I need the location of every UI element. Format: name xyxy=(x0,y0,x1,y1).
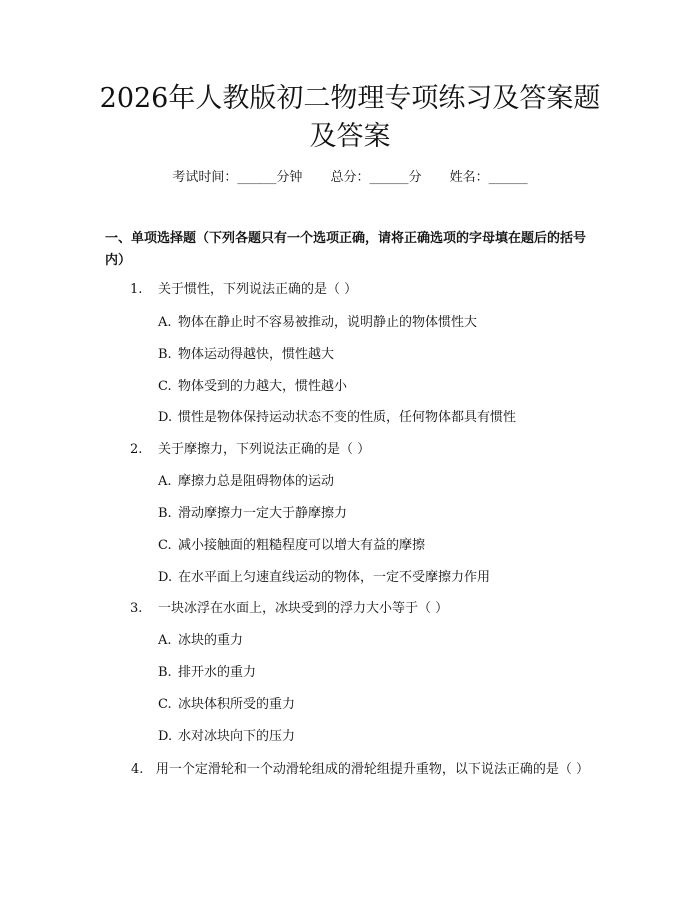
exam-info-line xyxy=(0,168,700,188)
section-heading: 一、单项选择题（下列各题只有一个选项正确，请将正确选项的字母填在题后的括号内） xyxy=(105,231,587,268)
question-3 xyxy=(130,599,600,619)
question-2-option-d xyxy=(158,568,600,588)
question-text: 关于惯性，下列说法正确的是（ ） xyxy=(158,282,358,297)
question-2-option-b xyxy=(158,504,600,524)
option-text: 摩擦力总是阻碍物体的运动 xyxy=(178,474,335,489)
option-label: A. xyxy=(158,633,172,648)
option-label: D. xyxy=(158,729,173,744)
total-score-field: 总分：______分 xyxy=(330,170,422,185)
question-1-option-d xyxy=(158,408,600,428)
option-text: 物体受到的力越大，惯性越小 xyxy=(178,379,348,394)
option-label: C. xyxy=(158,697,172,712)
question-number: 4. xyxy=(131,762,144,777)
option-label: A. xyxy=(158,474,172,489)
question-text: 一块冰浮在水面上，冰块受到的浮力大小等于（ ） xyxy=(158,601,449,616)
question-number: 1. xyxy=(130,282,143,297)
option-label: B. xyxy=(158,506,172,521)
option-label: B. xyxy=(158,665,172,680)
option-text: 物体运动得越快，惯性越大 xyxy=(178,347,335,362)
option-label: C. xyxy=(158,379,172,394)
question-text: 用一个定滑轮和一个动滑轮组成的滑轮组提升重物，以下说法正确的是（ ） xyxy=(155,762,589,777)
option-text: 在水平面上匀速直线运动的物体，一定不受摩擦力作用 xyxy=(178,570,491,585)
option-label: D. xyxy=(158,570,173,585)
question-number: 3. xyxy=(130,601,143,616)
exam-time-field: 考试时间：______分钟 xyxy=(172,170,303,185)
option-text: 水对冰块向下的压力 xyxy=(178,729,296,744)
option-text: 排开水的重力 xyxy=(178,665,257,680)
option-label: D. xyxy=(158,410,173,425)
question-4 xyxy=(105,759,600,781)
option-label: C. xyxy=(158,538,172,553)
page-title: 2026年人教版初二物理专项练习及答案题及答案 xyxy=(99,83,601,152)
option-text: 减小接触面的粗糙程度可以增大有益的摩擦 xyxy=(178,538,426,553)
question-1-option-c xyxy=(158,377,600,397)
question-1-option-a xyxy=(158,313,600,333)
question-1 xyxy=(130,280,600,300)
question-3-option-c xyxy=(158,695,600,715)
option-label: A. xyxy=(158,315,172,330)
option-text: 冰块体积所受的重力 xyxy=(178,697,296,712)
question-3-option-b xyxy=(158,663,600,683)
question-2 xyxy=(130,440,600,460)
student-name-field: 姓名：______ xyxy=(449,170,528,185)
option-text: 物体在静止时不容易被推动，说明静止的物体惯性大 xyxy=(178,315,478,330)
question-1-option-b xyxy=(158,345,600,365)
question-2-option-a xyxy=(158,472,600,492)
question-number: 2. xyxy=(130,442,143,457)
question-text: 关于摩擦力，下列说法正确的是（ ） xyxy=(158,442,371,457)
question-3-option-a xyxy=(158,631,600,651)
option-label: B. xyxy=(158,347,172,362)
question-3-option-d xyxy=(158,727,600,747)
question-2-option-c xyxy=(158,536,600,556)
option-text: 滑动摩擦力一定大于静摩擦力 xyxy=(178,506,348,521)
option-text: 惯性是物体保持运动状态不变的性质，任何物体都具有惯性 xyxy=(178,410,517,425)
option-text: 冰块的重力 xyxy=(178,633,244,648)
